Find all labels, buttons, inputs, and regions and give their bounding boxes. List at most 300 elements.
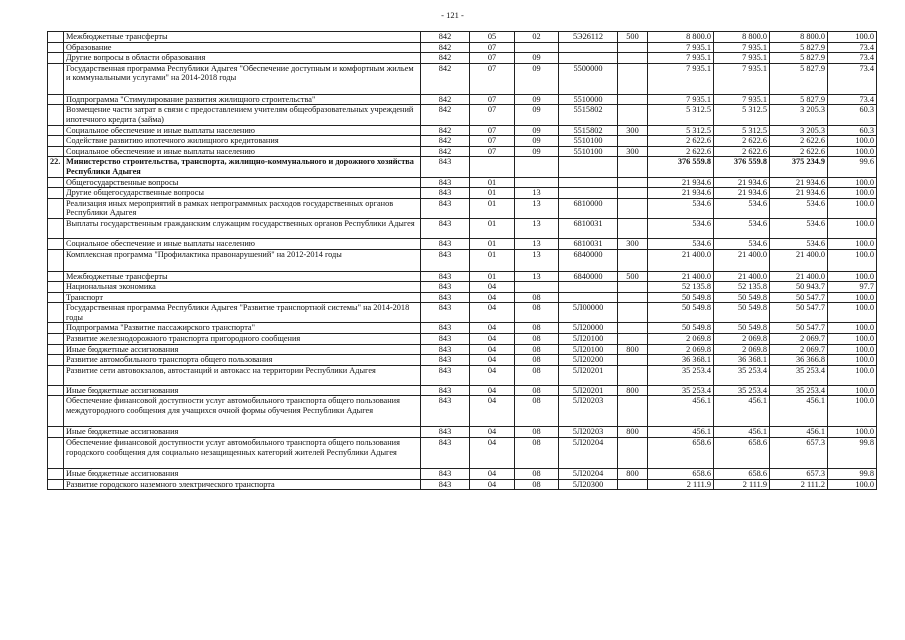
chapter-code: 04 — [470, 282, 515, 293]
table-body — [48, 32, 877, 490]
subchapter-code: 09 — [515, 146, 559, 157]
subchapter-code: 09 — [515, 53, 559, 64]
ministry-code: 842 — [421, 94, 470, 105]
expense-type-code: 800 — [618, 469, 648, 480]
expense-type-code — [618, 438, 648, 469]
adjusted-plan-amount: 50 549.8 — [714, 303, 770, 323]
plan-amount: 2 622.6 — [648, 146, 714, 157]
execution-percent: 73.4 — [828, 63, 877, 94]
chapter-code: 07 — [470, 136, 515, 147]
target-article-code: 5510000 — [559, 94, 618, 105]
executed-amount: 36 366.8 — [770, 355, 828, 366]
chapter-code: 07 — [470, 63, 515, 94]
plan-amount: 534.6 — [648, 218, 714, 238]
plan-amount: 21 934.6 — [648, 188, 714, 199]
row-number — [48, 385, 64, 396]
executed-amount: 21 934.6 — [770, 188, 828, 199]
chapter-code: 05 — [470, 32, 515, 43]
table-row — [48, 218, 877, 238]
chapter-code — [470, 157, 515, 177]
ministry-code: 843 — [421, 177, 470, 188]
table-row — [48, 157, 877, 177]
budget-table — [47, 31, 877, 490]
execution-percent: 100.0 — [828, 479, 877, 490]
row-name: Содействие развитию ипотечного жилищного кредитования — [64, 136, 421, 147]
adjusted-plan-amount: 2 111.9 — [714, 479, 770, 490]
adjusted-plan-amount: 21 400.0 — [714, 249, 770, 271]
ministry-code: 843 — [421, 157, 470, 177]
adjusted-plan-amount: 7 935.1 — [714, 63, 770, 94]
row-number — [48, 249, 64, 271]
execution-percent: 100.0 — [828, 334, 877, 345]
target-article-code: 5Л20100 — [559, 334, 618, 345]
table-row — [48, 303, 877, 323]
plan-amount: 534.6 — [648, 198, 714, 218]
row-name: Другие общегосударственные вопросы — [64, 188, 421, 199]
expense-type-code — [618, 188, 648, 199]
table-row — [48, 94, 877, 105]
executed-amount: 375 234.9 — [770, 157, 828, 177]
executed-amount: 50 547.7 — [770, 292, 828, 303]
chapter-code: 04 — [470, 334, 515, 345]
table-row — [48, 427, 877, 438]
table-row — [48, 344, 877, 355]
executed-amount: 5 827.9 — [770, 42, 828, 53]
adjusted-plan-amount: 7 935.1 — [714, 53, 770, 64]
chapter-code: 01 — [470, 271, 515, 282]
subchapter-code: 08 — [515, 438, 559, 469]
row-name: Развитие автомобильного транспорта общего пользования — [64, 355, 421, 366]
subchapter-code — [515, 282, 559, 293]
executed-amount: 21 934.6 — [770, 177, 828, 188]
target-article-code — [559, 53, 618, 64]
adjusted-plan-amount: 658.6 — [714, 469, 770, 480]
plan-amount: 8 800.0 — [648, 32, 714, 43]
table-row — [48, 177, 877, 188]
table-row — [48, 396, 877, 427]
adjusted-plan-amount: 5 312.5 — [714, 105, 770, 125]
execution-percent: 100.0 — [828, 385, 877, 396]
target-article-code: 6840000 — [559, 249, 618, 271]
row-name: Социальное обеспечение и иные выплаты населению — [64, 238, 421, 249]
plan-amount: 2 111.9 — [648, 479, 714, 490]
table-row — [48, 125, 877, 136]
table-row — [48, 438, 877, 469]
table-row — [48, 136, 877, 147]
plan-amount: 2 069.8 — [648, 344, 714, 355]
executed-amount: 2 111.2 — [770, 479, 828, 490]
table-row — [48, 146, 877, 157]
table-row — [48, 105, 877, 125]
row-number — [48, 479, 64, 490]
adjusted-plan-amount: 534.6 — [714, 238, 770, 249]
adjusted-plan-amount: 36 368.1 — [714, 355, 770, 366]
subchapter-code: 08 — [515, 469, 559, 480]
subchapter-code: 09 — [515, 125, 559, 136]
adjusted-plan-amount: 7 935.1 — [714, 42, 770, 53]
row-name: Межбюджетные трансферты — [64, 271, 421, 282]
subchapter-code: 08 — [515, 303, 559, 323]
chapter-code: 07 — [470, 94, 515, 105]
adjusted-plan-amount: 534.6 — [714, 218, 770, 238]
subchapter-code: 08 — [515, 344, 559, 355]
execution-percent: 100.0 — [828, 238, 877, 249]
plan-amount: 376 559.8 — [648, 157, 714, 177]
target-article-code: 5Л20204 — [559, 438, 618, 469]
ministry-code: 842 — [421, 105, 470, 125]
ministry-code: 843 — [421, 385, 470, 396]
expense-type-code — [618, 323, 648, 334]
row-name: Транспорт — [64, 292, 421, 303]
ministry-code: 842 — [421, 42, 470, 53]
row-name: Национальная экономика — [64, 282, 421, 293]
chapter-code: 07 — [470, 105, 515, 125]
subchapter-code: 13 — [515, 218, 559, 238]
execution-percent: 100.0 — [828, 355, 877, 366]
target-article-code: 6840000 — [559, 271, 618, 282]
ministry-code: 843 — [421, 438, 470, 469]
adjusted-plan-amount: 376 559.8 — [714, 157, 770, 177]
table-row — [48, 365, 877, 385]
row-name: Иные бюджетные ассигнования — [64, 344, 421, 355]
expense-type-code — [618, 249, 648, 271]
chapter-code: 04 — [470, 355, 515, 366]
executed-amount: 534.6 — [770, 218, 828, 238]
plan-amount: 2 622.6 — [648, 136, 714, 147]
page-number: - 121 - — [441, 10, 464, 20]
plan-amount: 21 400.0 — [648, 271, 714, 282]
executed-amount: 534.6 — [770, 198, 828, 218]
expense-type-code — [618, 157, 648, 177]
row-name: Социальное обеспечение и иные выплаты населению — [64, 146, 421, 157]
row-name: Иные бюджетные ассигнования — [64, 385, 421, 396]
row-number — [48, 334, 64, 345]
row-name: Социальное обеспечение и иные выплаты населению — [64, 125, 421, 136]
ministry-code: 843 — [421, 303, 470, 323]
ministry-code: 843 — [421, 282, 470, 293]
chapter-code: 01 — [470, 198, 515, 218]
subchapter-code: 08 — [515, 427, 559, 438]
row-name: Министерство строительства, транспорта, жилищно-коммунального и дорожного хозяйства Республики Адыгея — [64, 157, 421, 177]
table-row — [48, 32, 877, 43]
subchapter-code: 08 — [515, 323, 559, 334]
adjusted-plan-amount: 2 622.6 — [714, 146, 770, 157]
table-row — [48, 63, 877, 94]
table-row — [48, 188, 877, 199]
adjusted-plan-amount: 2 069.8 — [714, 334, 770, 345]
row-name: Государственная программа Республики Адыгея "Обеспечение доступным и комфортным жильем и коммунальными услугами" на 2014-2018 годы — [64, 63, 421, 94]
plan-amount: 50 549.8 — [648, 323, 714, 334]
subchapter-code: 09 — [515, 105, 559, 125]
adjusted-plan-amount: 35 253.4 — [714, 365, 770, 385]
expense-type-code: 500 — [618, 32, 648, 43]
plan-amount: 52 135.8 — [648, 282, 714, 293]
chapter-code: 01 — [470, 238, 515, 249]
row-number — [48, 323, 64, 334]
execution-percent: 60.3 — [828, 125, 877, 136]
adjusted-plan-amount: 21 934.6 — [714, 177, 770, 188]
execution-percent: 100.0 — [828, 218, 877, 238]
executed-amount: 35 253.4 — [770, 365, 828, 385]
expense-type-code — [618, 42, 648, 53]
chapter-code: 04 — [470, 438, 515, 469]
target-article-code: 5515802 — [559, 105, 618, 125]
chapter-code: 04 — [470, 427, 515, 438]
target-article-code: 5Л20203 — [559, 396, 618, 427]
plan-amount: 2 069.8 — [648, 334, 714, 345]
plan-amount: 658.6 — [648, 469, 714, 480]
ministry-code: 842 — [421, 53, 470, 64]
row-number — [48, 42, 64, 53]
row-name: Развитие городского наземного электрического транспорта — [64, 479, 421, 490]
chapter-code: 07 — [470, 146, 515, 157]
row-number — [48, 303, 64, 323]
plan-amount: 21 400.0 — [648, 249, 714, 271]
chapter-code: 07 — [470, 42, 515, 53]
subchapter-code: 13 — [515, 238, 559, 249]
row-name: Реализация иных мероприятий в рамках непрограммных расходов государственных органов Республики Адыгея — [64, 198, 421, 218]
target-article-code: 5510100 — [559, 136, 618, 147]
subchapter-code: 08 — [515, 292, 559, 303]
expense-type-code: 800 — [618, 427, 648, 438]
adjusted-plan-amount: 52 135.8 — [714, 282, 770, 293]
ministry-code: 843 — [421, 479, 470, 490]
row-name: Подпрограмма "Развитие пассажирского транспорта" — [64, 323, 421, 334]
execution-percent: 100.0 — [828, 177, 877, 188]
target-article-code: 5500000 — [559, 63, 618, 94]
target-article-code: 5Э26112 — [559, 32, 618, 43]
row-number — [48, 344, 64, 355]
target-article-code: 5Л20300 — [559, 479, 618, 490]
table-row — [48, 469, 877, 480]
execution-percent: 100.0 — [828, 146, 877, 157]
row-name: Выплаты государственным гражданским служащим государственных органов Республики Адыгея — [64, 218, 421, 238]
row-name: Другие вопросы в области образования — [64, 53, 421, 64]
target-article-code: 6810031 — [559, 238, 618, 249]
target-article-code: 6810031 — [559, 218, 618, 238]
execution-percent: 99.6 — [828, 157, 877, 177]
row-name: Государственная программа Республики Адыгея "Развитие транспортной системы" на 2014-2018 годы — [64, 303, 421, 323]
subchapter-code: 08 — [515, 365, 559, 385]
expense-type-code — [618, 136, 648, 147]
adjusted-plan-amount: 534.6 — [714, 198, 770, 218]
ministry-code: 843 — [421, 344, 470, 355]
row-number — [48, 146, 64, 157]
subchapter-code — [515, 42, 559, 53]
plan-amount: 5 312.5 — [648, 105, 714, 125]
executed-amount: 50 547.7 — [770, 323, 828, 334]
execution-percent: 100.0 — [828, 303, 877, 323]
expense-type-code — [618, 218, 648, 238]
ministry-code: 843 — [421, 396, 470, 427]
target-article-code — [559, 292, 618, 303]
ministry-code: 843 — [421, 427, 470, 438]
table-row — [48, 282, 877, 293]
ministry-code: 842 — [421, 146, 470, 157]
expense-type-code: 800 — [618, 344, 648, 355]
expense-type-code — [618, 365, 648, 385]
execution-percent: 100.0 — [828, 136, 877, 147]
execution-percent: 60.3 — [828, 105, 877, 125]
ministry-code: 843 — [421, 355, 470, 366]
adjusted-plan-amount: 50 549.8 — [714, 292, 770, 303]
adjusted-plan-amount: 21 400.0 — [714, 271, 770, 282]
plan-amount: 534.6 — [648, 238, 714, 249]
executed-amount: 534.6 — [770, 238, 828, 249]
row-name: Развитие железнодорожного транспорта пригородного сообщения — [64, 334, 421, 345]
execution-percent: 73.4 — [828, 42, 877, 53]
row-name: Обеспечение финансовой доступности услуг автомобильного транспорта общего пользования междугородного сообщения для учащихся очной формы обучения Республики Адыгея — [64, 396, 421, 427]
execution-percent: 99.8 — [828, 469, 877, 480]
table-row — [48, 479, 877, 490]
subchapter-code: 09 — [515, 136, 559, 147]
executed-amount: 456.1 — [770, 427, 828, 438]
target-article-code — [559, 42, 618, 53]
executed-amount: 5 827.9 — [770, 63, 828, 94]
ministry-code: 843 — [421, 469, 470, 480]
subchapter-code: 09 — [515, 94, 559, 105]
plan-amount: 50 549.8 — [648, 292, 714, 303]
expense-type-code — [618, 198, 648, 218]
plan-amount: 35 253.4 — [648, 385, 714, 396]
chapter-code: 04 — [470, 344, 515, 355]
ministry-code: 843 — [421, 249, 470, 271]
plan-amount: 7 935.1 — [648, 94, 714, 105]
target-article-code — [559, 282, 618, 293]
chapter-code: 04 — [470, 323, 515, 334]
chapter-code: 04 — [470, 385, 515, 396]
adjusted-plan-amount: 2 622.6 — [714, 136, 770, 147]
execution-percent: 100.0 — [828, 427, 877, 438]
target-article-code: 5Л20204 — [559, 469, 618, 480]
expense-type-code — [618, 282, 648, 293]
adjusted-plan-amount: 7 935.1 — [714, 94, 770, 105]
row-name: Развитие сети автовокзалов, автостанций и автокасс на территории Республики Адыгея — [64, 365, 421, 385]
plan-amount: 658.6 — [648, 438, 714, 469]
row-number — [48, 271, 64, 282]
subchapter-code: 08 — [515, 355, 559, 366]
executed-amount: 50 547.7 — [770, 303, 828, 323]
expense-type-code: 300 — [618, 238, 648, 249]
chapter-code: 01 — [470, 177, 515, 188]
row-number — [48, 177, 64, 188]
execution-percent: 97.7 — [828, 282, 877, 293]
target-article-code — [559, 157, 618, 177]
chapter-code: 04 — [470, 469, 515, 480]
subchapter-code: 13 — [515, 188, 559, 199]
row-number — [48, 63, 64, 94]
adjusted-plan-amount: 5 312.5 — [714, 125, 770, 136]
row-number — [48, 32, 64, 43]
executed-amount: 2 069.7 — [770, 344, 828, 355]
subchapter-code — [515, 157, 559, 177]
ministry-code: 843 — [421, 365, 470, 385]
chapter-code: 07 — [470, 53, 515, 64]
chapter-code: 01 — [470, 249, 515, 271]
chapter-code: 01 — [470, 218, 515, 238]
plan-amount: 50 549.8 — [648, 303, 714, 323]
subchapter-code: 08 — [515, 385, 559, 396]
chapter-code: 04 — [470, 479, 515, 490]
row-number — [48, 218, 64, 238]
executed-amount: 2 622.6 — [770, 136, 828, 147]
row-name: Комплексная программа "Профилактика правонарушений" на 2012-2014 годы — [64, 249, 421, 271]
row-number — [48, 365, 64, 385]
row-number — [48, 427, 64, 438]
execution-percent: 100.0 — [828, 188, 877, 199]
subchapter-code: 13 — [515, 271, 559, 282]
table-row — [48, 323, 877, 334]
row-number — [48, 53, 64, 64]
table-row — [48, 249, 877, 271]
row-name: Иные бюджетные ассигнования — [64, 469, 421, 480]
subchapter-code: 02 — [515, 32, 559, 43]
ministry-code: 843 — [421, 238, 470, 249]
adjusted-plan-amount: 456.1 — [714, 427, 770, 438]
subchapter-code: 08 — [515, 479, 559, 490]
executed-amount: 657.3 — [770, 438, 828, 469]
row-number — [48, 355, 64, 366]
row-number — [48, 282, 64, 293]
executed-amount: 2 069.7 — [770, 334, 828, 345]
row-number — [48, 469, 64, 480]
expense-type-code — [618, 94, 648, 105]
executed-amount: 21 400.0 — [770, 249, 828, 271]
table-row — [48, 238, 877, 249]
adjusted-plan-amount: 658.6 — [714, 438, 770, 469]
row-name: Обеспечение финансовой доступности услуг автомобильного транспорта общего пользования городского сообщения для социально незащищенных категорий жителей Республики Адыгея — [64, 438, 421, 469]
target-article-code: 5Л20200 — [559, 355, 618, 366]
expense-type-code — [618, 303, 648, 323]
subchapter-code: 13 — [515, 249, 559, 271]
row-name: Межбюджетные трансферты — [64, 32, 421, 43]
ministry-code: 843 — [421, 188, 470, 199]
chapter-code: 04 — [470, 396, 515, 427]
adjusted-plan-amount: 35 253.4 — [714, 385, 770, 396]
table-row — [48, 334, 877, 345]
target-article-code: 5Л20201 — [559, 365, 618, 385]
expense-type-code — [618, 396, 648, 427]
target-article-code: 5Л20203 — [559, 427, 618, 438]
row-name: Подпрограмма "Стимулирование развития жилищного строительства" — [64, 94, 421, 105]
adjusted-plan-amount: 21 934.6 — [714, 188, 770, 199]
execution-percent: 99.8 — [828, 438, 877, 469]
target-article-code: 5Л20100 — [559, 344, 618, 355]
row-name: Возмещение части затрат в связи с предоставлением учителям общеобразовательных учреждений ипотечного кредита (займа) — [64, 105, 421, 125]
row-number — [48, 125, 64, 136]
table-row — [48, 355, 877, 366]
table-row — [48, 53, 877, 64]
row-number — [48, 438, 64, 469]
execution-percent: 100.0 — [828, 396, 877, 427]
table-row — [48, 292, 877, 303]
row-number — [48, 238, 64, 249]
executed-amount: 3 205.3 — [770, 125, 828, 136]
plan-amount: 5 312.5 — [648, 125, 714, 136]
plan-amount: 35 253.4 — [648, 365, 714, 385]
ministry-code: 842 — [421, 125, 470, 136]
table-row — [48, 271, 877, 282]
subchapter-code: 08 — [515, 396, 559, 427]
row-number — [48, 198, 64, 218]
row-number — [48, 396, 64, 427]
target-article-code: 5Л00000 — [559, 303, 618, 323]
ministry-code: 843 — [421, 218, 470, 238]
expense-type-code — [618, 53, 648, 64]
target-article-code: 5515802 — [559, 125, 618, 136]
execution-percent: 100.0 — [828, 344, 877, 355]
expense-type-code: 300 — [618, 125, 648, 136]
